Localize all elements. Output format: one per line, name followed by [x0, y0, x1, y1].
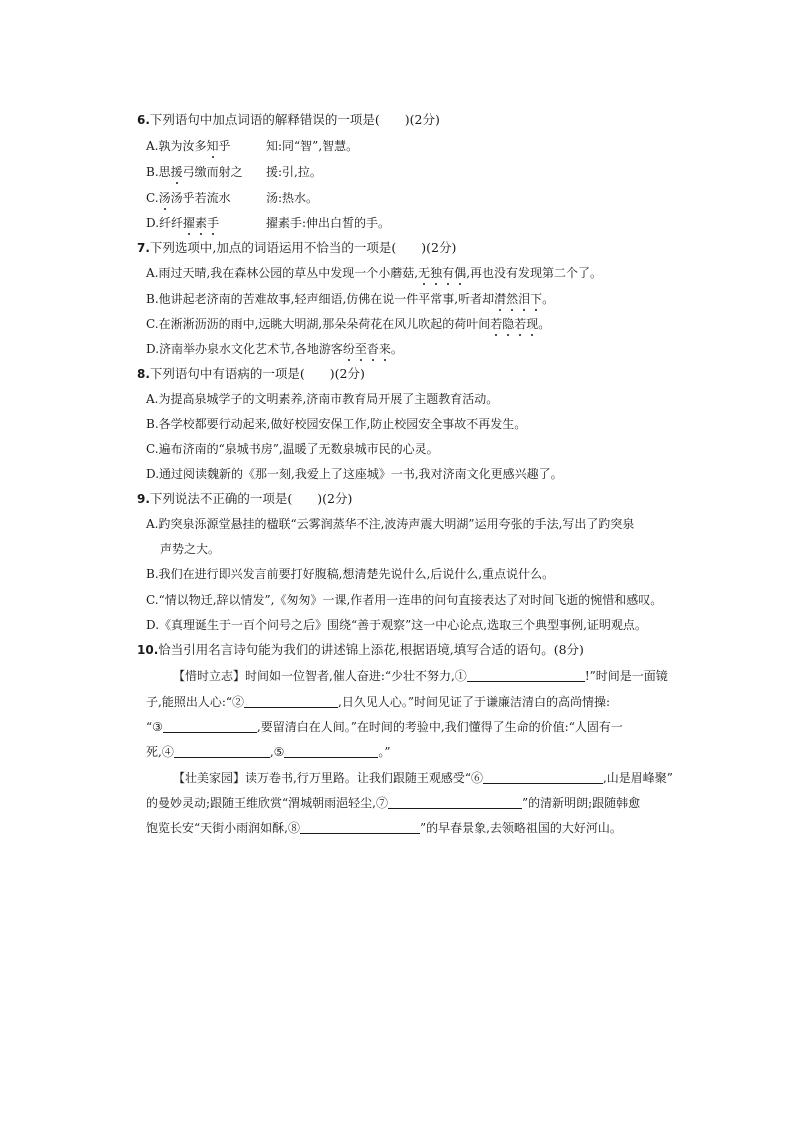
q7-option-c: C.在淅淅沥沥的雨中,远眺大明湖,那朵朵荷花在风儿吹起的荷叶间若隐若现。 — [146, 317, 551, 331]
q10-p1-line1: 【惜时立志】时间如一位智者,催人奋进:“少壮不努力,① !”时间是一面镜 — [173, 669, 668, 683]
answer-blank-3[interactable] — [163, 719, 257, 733]
q9-option-a-continued: 声势之大。 — [160, 542, 221, 556]
q8-stem: 8.下列语句中有语病的一项是( )(2分) — [137, 366, 365, 381]
q8-option-a: A.为提高泉城学子的文明素养,济南市教育局开展了主题教育活动。 — [146, 392, 499, 406]
dotted-word: 知 — [206, 139, 219, 153]
q9-option-d: D.《真理诞生于一百个问号之后》围绕“善于观察”这一中心论点,选取三个典型事例,证明观点。 — [146, 618, 647, 632]
q8-option-c: C.遍布济南的“泉城书房”,温暖了无数泉城市民的心灵。 — [146, 442, 439, 456]
q6-option-d: D.纤纤擢素手 擢素手:伸出白皙的手。 — [146, 216, 391, 230]
dotted-char: 沓 — [366, 342, 379, 356]
q9-option-a: A.趵突泉泺源堂悬挂的楹联“云雾润蒸华不注,波涛声震大明湖”运用夸张的手法,写出了趵突泉 — [146, 517, 635, 531]
q9-stem: 9.下列说法不正确的一项是( )(2分) — [137, 491, 353, 506]
q10-p2-line2: 的曼妙灵动;跟随王维欣赏“渭城朝雨浥轻尘,⑦ ”的清新明朗;跟随韩愈 — [146, 796, 641, 810]
dotted-char: 若 — [514, 317, 527, 331]
q6-stem: 6.下列语句中加点词语的解释错误的一项是( )(2分) — [137, 112, 440, 127]
answer-blank-2[interactable] — [244, 694, 338, 708]
q8-option-b: B.各学校都要行动起来,做好校园安保工作,防止校园安全事故不再发生。 — [146, 417, 527, 431]
dotted-phrase — [343, 342, 391, 356]
dotted-word: 汤 — [158, 191, 171, 205]
q9-option-c: C.“情以物迁,辞以情发”,《匆匆》一课,作者用一连串的问句直接表达了对时间飞逝的惋惜和感叹。 — [146, 593, 663, 607]
dotted-char: 无 — [418, 266, 431, 280]
dotted-phrase — [494, 292, 542, 306]
q6-gloss-d: 擢素手:伸出白皙的手。 — [266, 216, 391, 230]
q7-option-b: B.他讲起老济南的苦难故事,轻声细语,仿佛在说一件平常事,听者却潸然泪下。 — [146, 292, 555, 306]
dotted-char: 有 — [442, 266, 455, 280]
dotted-char: 纷 — [342, 342, 355, 356]
dotted-char: 偶 — [454, 266, 467, 280]
dotted-char: 素 — [195, 216, 208, 230]
q6-gloss-c: 汤:热水。 — [266, 191, 319, 205]
q7-option-a: A.雨过天晴,我在森林公园的草丛中发现一个小蘑菇,无独有偶,再也没有发现第二个了。 — [146, 266, 603, 280]
answer-blank-1[interactable] — [467, 668, 585, 682]
answer-blank-6[interactable] — [483, 770, 603, 784]
q10-p1-line4: 死,④ ,⑤ 。” — [146, 745, 391, 759]
dotted-phrase — [490, 317, 538, 331]
dotted-char: 来 — [378, 342, 391, 356]
q10-p2-line1: 【壮美家园】读万卷书,行万里路。让我们跟随王观感受“⑥ ,山是眉峰聚” — [173, 771, 673, 785]
dotted-char: 现 — [526, 317, 539, 331]
dotted-char: 擢 — [183, 216, 196, 230]
dotted-phrase — [418, 266, 466, 280]
q7-option-d: D.济南举办泉水文化艺术节,各地游客纷至沓来。 — [146, 342, 403, 356]
dotted-char: 若 — [490, 317, 503, 331]
dotted-char: 潸 — [494, 292, 507, 306]
answer-blank-7[interactable] — [388, 795, 522, 809]
q6-option-c: C.汤汤乎若流水 汤:热水。 — [146, 191, 319, 205]
q10-p2-line3: 饱览长安“天街小雨润如酥,⑧ ”的早春景象,去领略祖国的大好河山。 — [146, 821, 622, 835]
dotted-word — [183, 216, 219, 230]
q10-p1-line3: “③ ,要留清白在人间。”在时间的考验中,我们懂得了生命的价值:“人固有一 — [146, 720, 623, 734]
q7-stem: 7.下列选项中,加点的词语运用不恰当的一项是( )(2分) — [137, 240, 457, 255]
dotted-char: 下 — [530, 292, 543, 306]
dotted-char: 独 — [430, 266, 443, 280]
dotted-char: 隐 — [502, 317, 515, 331]
dotted-char: 手 — [207, 216, 220, 230]
dotted-char: 然 — [506, 292, 519, 306]
q6-gloss-b: 援:引,拉。 — [266, 165, 322, 179]
answer-blank-4[interactable] — [174, 744, 270, 758]
q8-option-d: D.通过阅读魏新的《那一刻,我爱上了这座城》一书,我对济南文化更感兴趣了。 — [146, 467, 563, 481]
q6-option-b: B.思援弓缴而射之 援:引,拉。 — [146, 165, 322, 179]
q6-option-a: A.孰为汝多知乎 知:同“智”,智慧。 — [146, 139, 359, 153]
q9-option-b: B.我们在进行即兴发言前要打好腹稿,想清楚先说什么,后说什么,重点说什么。 — [146, 567, 555, 581]
dotted-word: 援 — [170, 165, 183, 179]
q6-gloss-a: 知:同“智”,智慧。 — [266, 139, 359, 153]
answer-blank-5[interactable] — [284, 744, 378, 758]
answer-blank-8[interactable] — [300, 820, 420, 834]
dotted-char: 至 — [354, 342, 367, 356]
q10-p1-line2: 子,能照出人心:“② ,日久见人心。”时间见证了于谦廉洁清白的高尚情操: — [146, 695, 610, 709]
q10-stem: 10.恰当引用名言诗句能为我们的讲述锦上添花,根据语境,填写合适的语句。(8分) — [137, 642, 584, 657]
dotted-char: 泪 — [518, 292, 531, 306]
